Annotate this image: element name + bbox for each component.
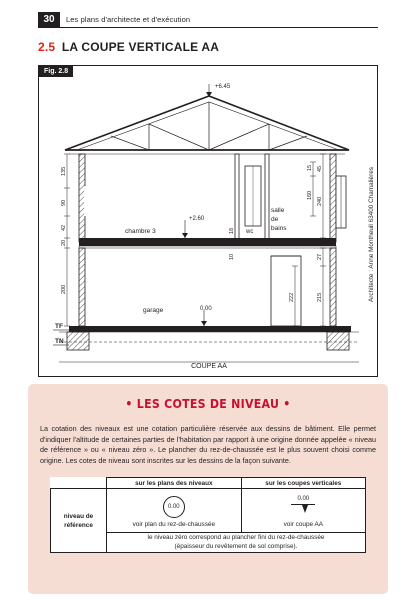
room-wc: wc [246,229,254,235]
roof-truss [111,102,307,150]
floor-slab [79,238,336,246]
plan-symbol-cell [107,489,242,533]
svg-text:90: 90 [61,199,67,206]
marker-tf: TF [55,323,63,330]
level-circle-icon: 0.00 [163,496,185,518]
level-zero: 0.00 [200,306,212,312]
room-salle-1: salle [271,207,285,214]
section-number: 2.5 [38,40,56,54]
room-garage: garage [143,307,164,314]
level-floor: +2.60 [189,216,205,222]
svg-text:42: 42 [61,224,67,231]
svg-text:10: 10 [229,253,235,260]
figure-label: Fig. 2.8 [39,66,73,77]
svg-text:27: 27 [317,253,323,260]
coupe-symbol-cell [241,489,365,533]
cross-section-drawing [39,66,379,378]
page-header [38,12,378,28]
room-chambre: chambre 3 [125,228,156,235]
figure-caption: COUPE AA [191,363,227,370]
column-header-coupes: sur les coupes verticales [241,478,365,489]
svg-text:18: 18 [229,227,235,234]
foundation-right [327,332,349,350]
room-salle-2: de [271,216,279,223]
svg-text:240: 240 [317,196,323,206]
info-box-text: La cotation des niveaux est une cotation particulière réservée aux dessins de bâtiment. Elle permet d'indiquer l'altitude de certaines parties de l'habitation par rapport à une origine donnée appelée « niveau de référence » ou « niveau zéro ». Le plancher du rez-de-chaussée est le plus souvent choisi comme origine. Les cotes de niveau sont inscrites sur les dessins de la façon suivante. [40,424,376,465]
plan-caption: voir plan du rez-de-chaussée [132,521,216,528]
level-top: +6.45 [215,84,231,90]
room-salle-3: bains [271,225,287,232]
svg-text:135: 135 [61,166,67,176]
column-header-plans: sur les plans des niveaux [107,478,242,489]
running-head: Les plans d'architecte et d'exécution [66,15,191,24]
reference-note: le niveau zéro correspond au plancher fini du rez-de-chaussée (épaisseur du revêtement de sol comprise). [107,533,366,553]
marker-tn: TN [55,338,64,345]
svg-text:45: 45 [317,165,323,172]
svg-text:20: 20 [61,239,67,246]
level-arrow-icon: 0.00 [283,496,323,518]
reference-level-table [50,477,366,553]
coupe-caption: voir coupe AA [283,521,324,528]
info-box-title: • LES COTES DE NIVEAU • [125,396,291,411]
svg-text:222: 222 [289,292,295,302]
section-title [38,40,219,54]
section-title-text: LA COUPE VERTICALE AA [61,40,220,54]
architect-credit: Architecte : Anne Montheuil 63400 Chamalières [368,167,375,302]
svg-text:200: 200 [61,284,67,294]
svg-text:160: 160 [307,190,313,200]
roof-outline [65,96,349,150]
svg-text:215: 215 [317,292,323,302]
row-header-reference: niveau de référence [51,489,107,553]
svg-text:15: 15 [307,164,313,171]
figure-coupe-aa [38,65,378,377]
foundation-left [67,332,89,350]
info-box-cotes-de-niveau [28,384,388,594]
page-number: 30 [38,12,60,27]
ground-slab [69,326,351,332]
